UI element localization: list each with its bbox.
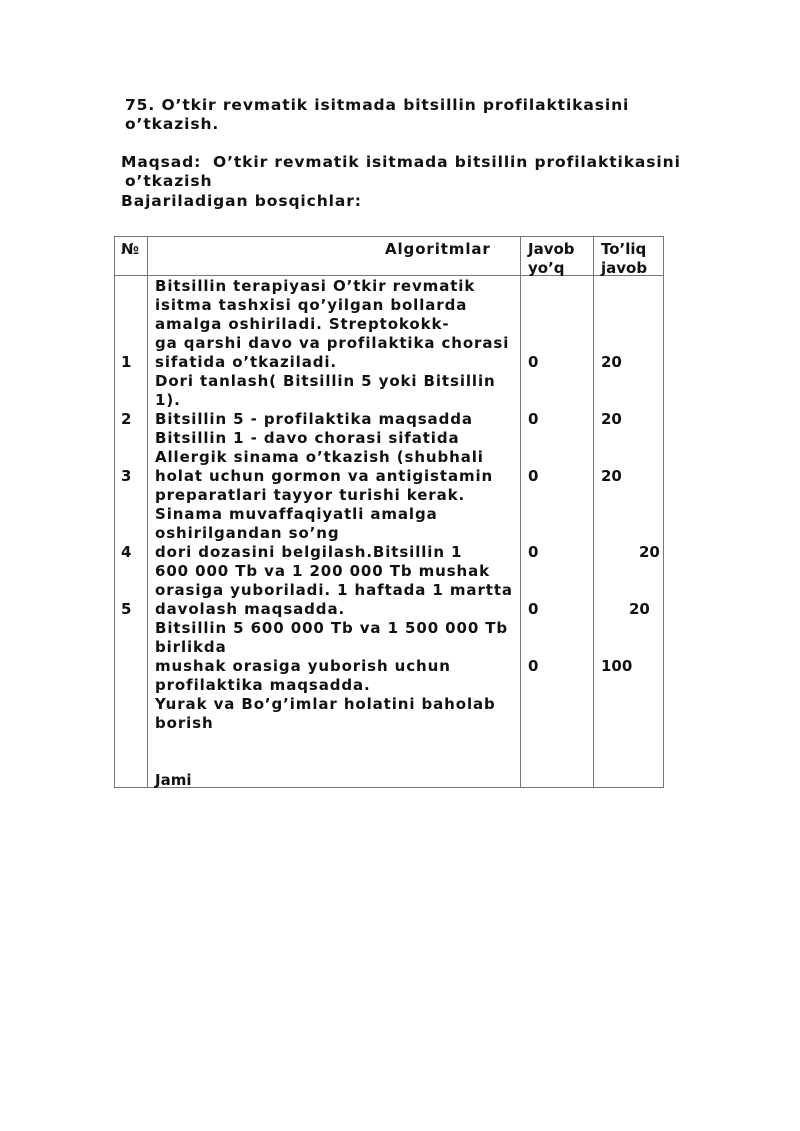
algorithm-line: Sinama muvaffaqiyatli amalga xyxy=(155,505,438,523)
column-header-number: № xyxy=(121,240,140,258)
algorithm-line: Bitsillin 1 - davo chorasi sifatida xyxy=(155,429,460,447)
algorithm-line: 1). xyxy=(155,391,181,409)
algorithm-line: profilaktika maqsadda. xyxy=(155,676,371,694)
no-answer-score: 0 xyxy=(528,543,539,561)
no-answer-score: 0 xyxy=(528,410,539,428)
algorithm-line: birlikda xyxy=(155,638,227,656)
algorithm-line: Bitsillin 5 600 000 Tb va 1 500 000 Tb xyxy=(155,619,509,637)
goal-line-1: O’tkir revmatik isitmada bitsillin profilaktikasini xyxy=(213,153,681,171)
algorithm-line: dori dozasini belgilash.Bitsillin 1 xyxy=(155,543,463,561)
algorithm-line: ga qarshi davo va profilaktika chorasi xyxy=(155,334,510,352)
steps-label: Bajariladigan bosqichlar: xyxy=(121,192,362,210)
algorithm-line: Bitsillin 5 - profilaktika maqsadda xyxy=(155,410,473,428)
full-answer-score: 20 xyxy=(601,467,622,485)
table-divider xyxy=(593,237,594,787)
row-number: 1 xyxy=(121,353,132,371)
row-number: 4 xyxy=(121,543,132,561)
algorithm-line: amalga oshiriladi. Streptokokk- xyxy=(155,315,450,333)
no-answer-score: 0 xyxy=(528,600,539,618)
algorithm-line: isitma tashxisi qo’yilgan bollarda xyxy=(155,296,468,314)
algorithm-line: sifatida o’tkaziladi. xyxy=(155,353,337,371)
algorithm-text xyxy=(155,277,525,733)
full-answer-score: 20 xyxy=(601,410,622,428)
row-number: 2 xyxy=(121,410,132,428)
column-header-algorithms: Algoritmlar xyxy=(385,240,491,258)
full-answer-score: 20 xyxy=(639,543,660,561)
goal-line-2: o’tkazish xyxy=(125,172,213,190)
total-label: Jami xyxy=(155,771,192,789)
column-header-no-answer xyxy=(528,240,575,278)
row-number: 3 xyxy=(121,467,132,485)
no-answer-score: 0 xyxy=(528,353,539,371)
algorithm-line: mushak orasiga yuborish uchun xyxy=(155,657,451,675)
title-line-1: 75. O’tkir revmatik isitmada bitsillin profilaktikasini xyxy=(125,96,630,114)
column-header-full-answer-line-2: javob xyxy=(601,259,648,277)
algorithm-line: Dori tanlash( Bitsillin 5 yoki Bitsillin xyxy=(155,372,496,390)
no-answer-score: 0 xyxy=(528,467,539,485)
algorithm-line: oshirilgandan so’ng xyxy=(155,524,340,542)
row-number: 5 xyxy=(121,600,132,618)
algorithm-line: Allergik sinama o’tkazish (shubhali xyxy=(155,448,484,466)
document-title xyxy=(125,96,745,134)
algorithm-line: borish xyxy=(155,714,214,732)
table-header-divider xyxy=(115,275,663,276)
full-answer-score: 20 xyxy=(601,353,622,371)
algorithm-line: orasiga yuboriladi. 1 haftada 1 martta xyxy=(155,581,513,599)
algorithm-line: holat uchun gormon va antigistamin xyxy=(155,467,494,485)
table-divider xyxy=(147,237,148,787)
goal-label: Maqsad: xyxy=(121,153,202,171)
algorithm-line: 600 000 Tb va 1 200 000 Tb mushak xyxy=(155,562,491,580)
column-header-no-answer-line-1: Javob xyxy=(528,240,575,258)
algorithm-line: Bitsillin terapiyasi O’tkir revmatik xyxy=(155,277,476,295)
total-no-answer-score: 0 xyxy=(528,657,539,675)
algorithm-table xyxy=(114,236,664,788)
algorithm-line: preparatlari tayyor turishi kerak. xyxy=(155,486,466,504)
goal-paragraph xyxy=(121,153,761,191)
column-header-no-answer-line-2: yo’q xyxy=(528,259,565,277)
title-line-2: o’tkazish. xyxy=(125,115,220,133)
algorithm-line: davolash maqsadda. xyxy=(155,600,346,618)
column-header-full-answer xyxy=(601,240,647,278)
full-answer-score: 20 xyxy=(629,600,650,618)
algorithm-line: Yurak va Bo’g’imlar holatini baholab xyxy=(155,695,496,713)
column-header-full-answer-line-1: To’liq xyxy=(601,240,647,258)
total-full-answer-score: 100 xyxy=(601,657,633,675)
